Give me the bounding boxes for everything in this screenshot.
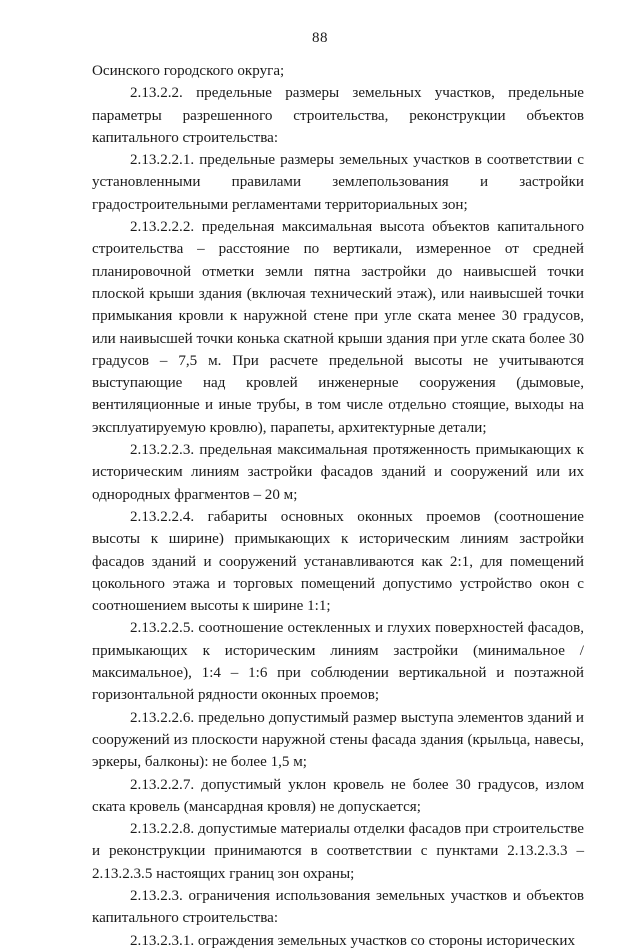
paragraph: 2.13.2.2.2. предельная максимальная высота объектов капитального строительства – расстояние по вертикали, измеренное от средней планировочной отметки земли пятна застройки до наивысшей точки плоской крыши здания (включая технический этаж), или наивысшей точки примыкания кровли к наружной стене при угле ската менее 30 градусов, или наивысшей точки конька скатной крыши здания при угле ската более 30 градусов – 7,5 м. При расчете предельной высоты не учитываются выступающие над кровлей инженерные сооружения (дымовые, вентиляционные и иные трубы, в том числе отдельно стоящие, выходы на эксплуатируемую кровлю), парапеты, архитектурные детали; bbox=[92, 219, 584, 436]
paragraph: 2.13.2.2.7. допустимый уклон кровель не более 30 градусов, излом ската кровель (мансардная кровля) не допускается; bbox=[92, 776, 584, 815]
paragraph: 2.13.2.2. предельные размеры земельных участков, предельные параметры разрешенного строительства, реконструкции объектов капитального строительства: bbox=[92, 85, 584, 146]
paragraph: 2.13.2.2.4. габариты основных оконных проемов (соотношение высоты к ширине) примыкающих к историческим линиям застройки фасадов зданий и сооружений устанавливаются как 2:1, для помещений цокольного этажа и торговых помещений допустимо устройство окон с соотношением высоты к ширине 1:1; bbox=[92, 508, 584, 615]
page-body bbox=[92, 60, 584, 952]
paragraph: 2.13.2.3. ограничения использования земельных участков и объектов капитального строительства: bbox=[92, 887, 584, 927]
paragraph: 2.13.2.2.3. предельная максимальная протяженность примыкающих к историческим линиям застройки фасадов зданий и сооружений или их однородных фрагментов – 20 м; bbox=[92, 442, 584, 503]
paragraph: 2.13.2.3.1. ограждения земельных участков со стороны исторических bbox=[130, 932, 576, 949]
paragraph: 2.13.2.2.5. соотношение остекленных и глухих поверхностей фасадов, примыкающих к историческим линиям застройки (минимальное / максимальное), 1:4 – 1:6 при соблюдении вертикальной и поэтажной горизонтальной рядности оконных проемов; bbox=[92, 620, 584, 704]
paragraph: 2.13.2.2.6. предельно допустимый размер выступа элементов зданий и сооружений из плоскости наружной стены фасада здания (крыльца, навесы, эркеры, балконы): не более 1,5 м; bbox=[92, 709, 584, 771]
page-number: 88 bbox=[312, 30, 328, 46]
paragraph: Осинского городского округа; bbox=[92, 63, 285, 79]
paragraph: 2.13.2.2.8. допустимые материалы отделки фасадов при строительстве и реконструкции принимаются в соответствии с пунктами 2.13.2.3.3 – 2.13.2.3.5 настоящих границ зон охраны; bbox=[92, 821, 584, 882]
paragraph: 2.13.2.2.1. предельные размеры земельных участков в соответствии с установленными правилами землепользования и застройки градостроительными регламентами территориальных зон; bbox=[92, 152, 584, 213]
